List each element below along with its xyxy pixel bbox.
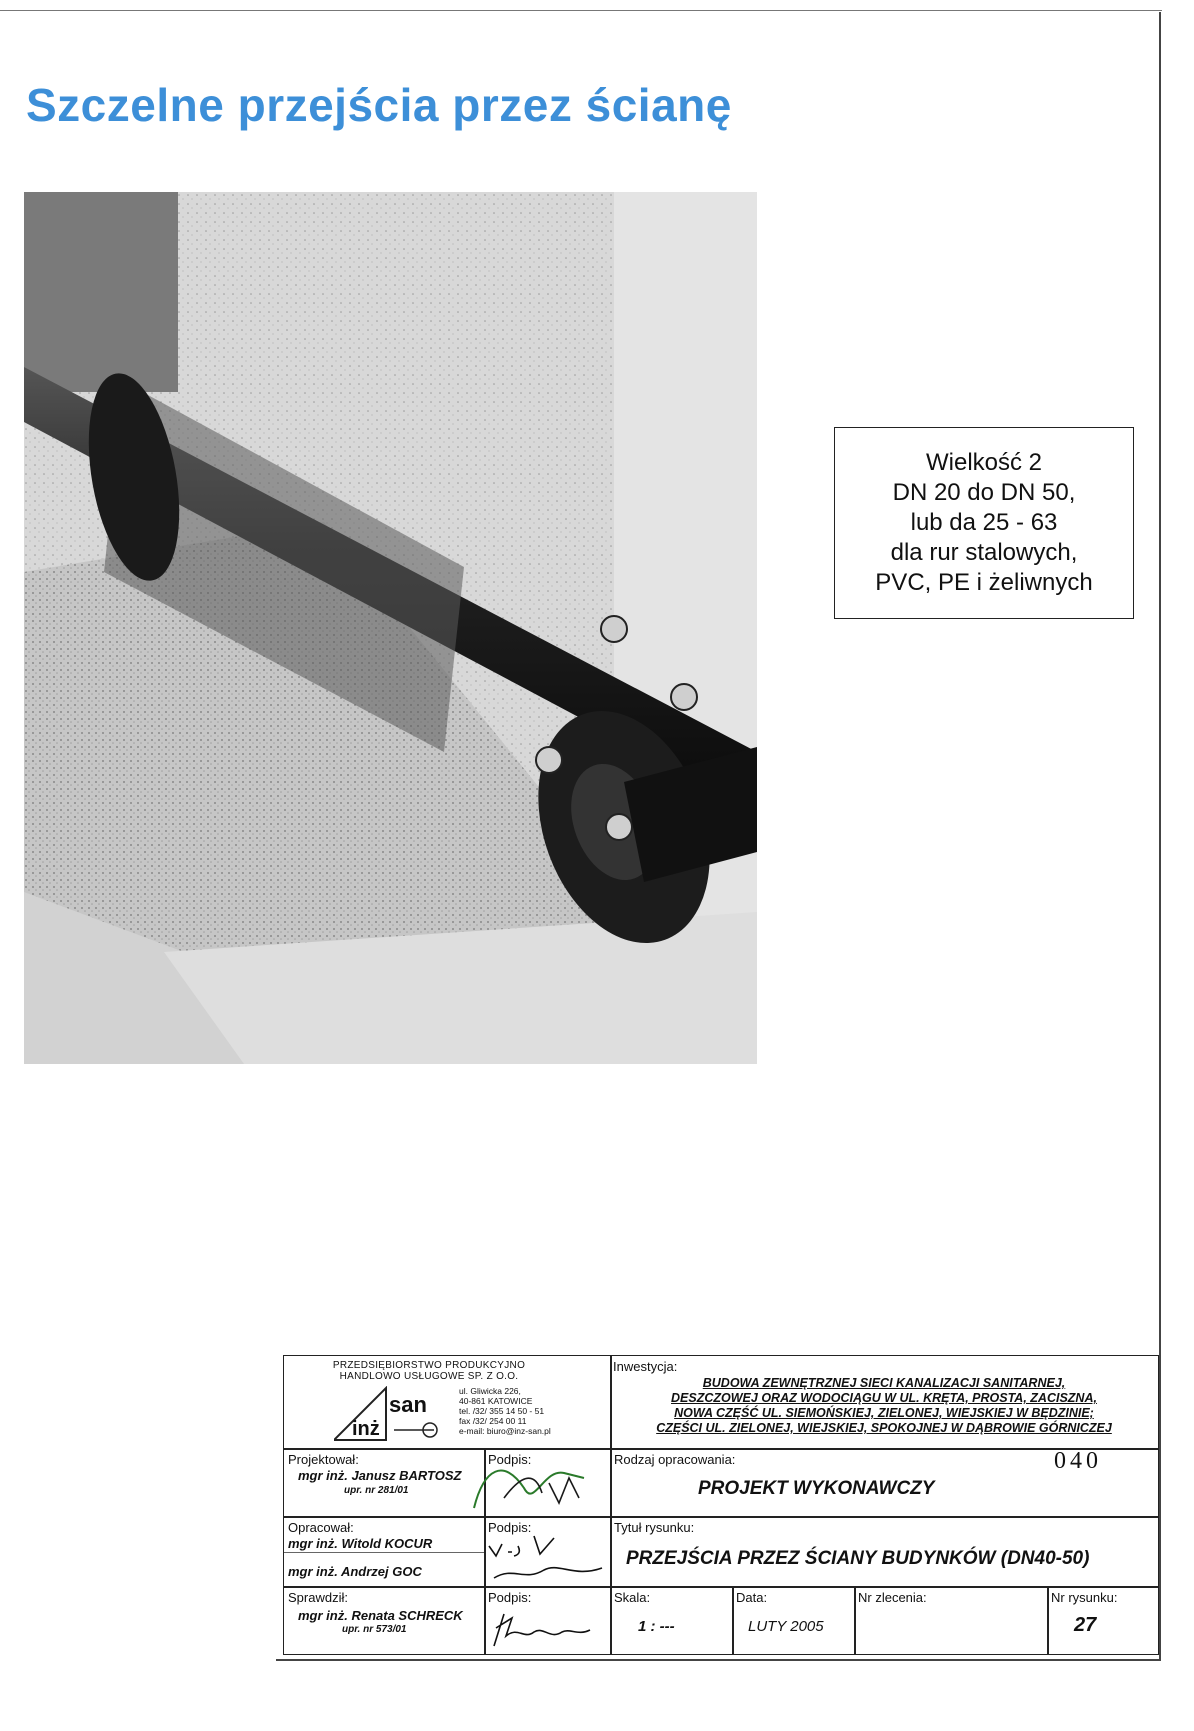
address-line: 40-861 KATOWICE [459,1396,533,1406]
grid-line [854,1586,856,1654]
grid-line [284,1448,1158,1450]
frame-bottom-line [276,1659,1161,1661]
info-line: DN 20 do DN 50, [892,479,1076,506]
info-line: Wielkość 2 [925,449,1043,476]
grid-line [284,1586,1158,1588]
logo-text-bottom: inż [352,1418,380,1440]
address-line: e-mail: biuro@inz-san.pl [459,1426,551,1436]
designer-license: upr. nr 281/01 [344,1485,409,1496]
logo-text-top: san [389,1392,427,1417]
info-line: dla rur stalowych, [890,539,1078,566]
company-cell [284,1356,610,1448]
stamp-number: 040 [1054,1448,1102,1474]
company-address [459,1386,551,1436]
grid-line [284,1552,484,1553]
checked-label: Sprawdził: [288,1590,348,1605]
preparer-name-2: mgr inż. Andrzej GOC [288,1564,422,1579]
pipe-wall-seal-photo [24,192,757,1064]
title-block [283,1355,1159,1655]
investment-label: Inwestycja: [613,1359,678,1374]
frame-top-line [0,10,1162,11]
investment-line: DESZCZOWEJ ORAZ WODOCIĄGU W UL. KRĘTA, PROSTA, ZACISZNA, [671,1391,1097,1405]
checker-name: mgr inż. Renata SCHRECK [298,1608,463,1623]
date-label: Data: [736,1590,768,1605]
designed-label: Projektował: [288,1452,359,1467]
page-title: Szczelne przejścia przez ścianę [26,79,732,131]
investment-line: BUDOWA ZEWNĘTRZNEJ SIECI KANALIZACJI SANITARNEJ, [702,1376,1066,1390]
address-line: ul. Gliwicka 226, [459,1386,521,1396]
signature-checker [490,1606,600,1655]
address-line: fax /32/ 254 00 11 [459,1416,527,1426]
size-info-box [834,427,1134,619]
company-name [324,1360,534,1382]
drawing-title-label: Tytuł rysunku: [614,1520,695,1535]
scale-value: 1 : --- [638,1618,675,1635]
designed-sign-label: Podpis: [488,1452,532,1467]
signature-designer [464,1448,604,1523]
investment-cell [610,1356,1158,1448]
kind-label: Rodzaj opracowania: [614,1452,736,1467]
company-line: PRZEDSIĘBIORSTWO PRODUKCYJNO [332,1360,526,1371]
prepared-label: Opracował: [288,1520,354,1535]
investment-line: NOWA CZĘŚĆ UL. SIEMOŃSKIEJ, ZIELONEJ, WIEJSKIEJ W BĘDZINIE; [674,1406,1094,1420]
checker-license: upr. nr 573/01 [342,1624,407,1635]
grid-line [284,1516,1158,1518]
company-line: HANDLOWO USŁUGOWE SP. Z O.O. [339,1371,519,1382]
preparer-name-1: mgr inż. Witold KOCUR [288,1536,433,1551]
scale-label: Skala: [614,1590,651,1605]
investment-text [614,1376,1154,1436]
designer-name: mgr inż. Janusz BARTOSZ [298,1468,462,1483]
grid-line [732,1586,734,1654]
info-line: PVC, PE i żeliwnych [875,569,1093,596]
grid-line [1047,1586,1049,1654]
prepared-sign-label: Podpis: [488,1520,532,1535]
checked-sign-label: Podpis: [488,1590,532,1605]
kind-value: PROJEKT WYKONAWCZY [698,1478,935,1499]
info-line: lub da 25 - 63 [910,509,1058,536]
drawing-number-label: Nr rysunku: [1051,1590,1118,1605]
company-logo [334,1386,444,1445]
investment-line: CZĘŚCI UL. ZIELONEJ, WIEJSKIEJ, SPOKOJNEJ W DĄBROWIE GÓRNICZEJ [656,1421,1112,1435]
frame-right-line [1159,12,1161,1661]
date-value: LUTY 2005 [748,1618,824,1635]
grid-line [610,1356,612,1654]
drawing-title-value: PRZEJŚCIA PRZEZ ŚCIANY BUDYNKÓW (DN40-50) [626,1548,1090,1569]
address-line: tel. /32/ 355 14 50 - 51 [459,1406,545,1416]
signature-preparer [484,1526,608,1589]
drawing-number-value: 27 [1074,1614,1097,1636]
order-label: Nr zlecenia: [858,1590,927,1605]
